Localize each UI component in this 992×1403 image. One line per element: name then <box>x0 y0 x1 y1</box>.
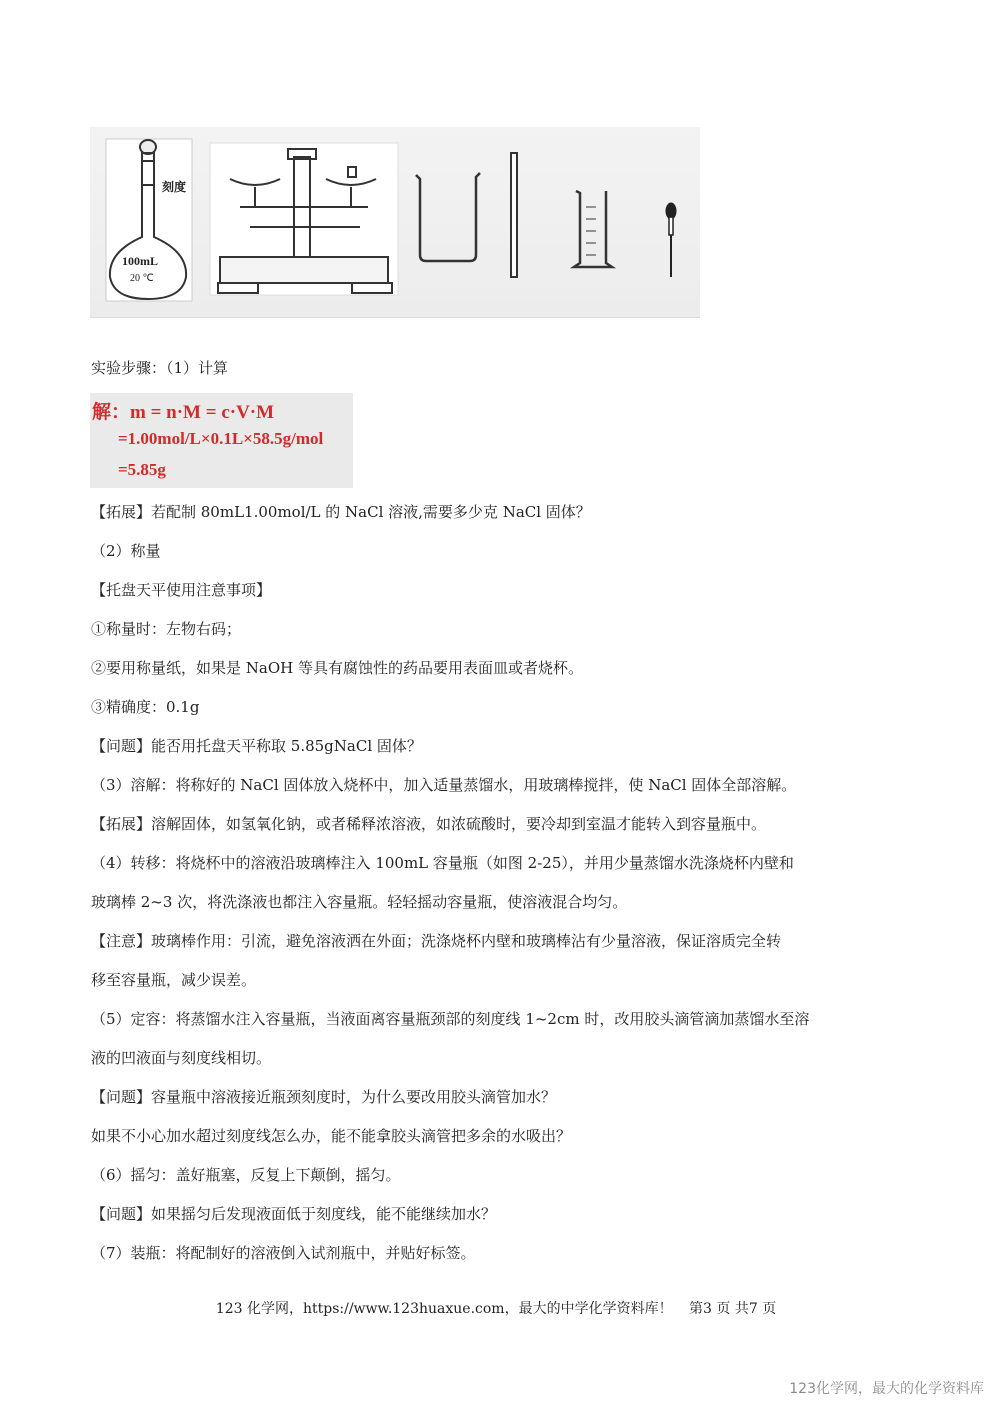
step-4-transfer: （4）转移：将烧杯中的溶液沿玻璃棒注入 100mL 容量瓶（如图 2-25），并用少量蒸馏水洗涤烧杯内壁和 <box>91 854 794 872</box>
flask-graduation-label: 刻度 <box>162 180 187 194</box>
watermark-text: 123化学网，最大的化学资料库 <box>789 1381 984 1397</box>
footer-page-number: 第3 页 共7 页 <box>689 1301 777 1317</box>
flask-volume-label: 100mL <box>122 254 158 268</box>
question-3: 【问题】如果摇匀后发现液面低于刻度线，能不能继续加水？ <box>91 1205 497 1223</box>
step-7-bottling: （7）装瓶：将配制好的溶液倒入试剂瓶中，并贴好标签。 <box>91 1244 476 1262</box>
tray-balance <box>210 143 398 295</box>
formula-line-2: =1.00mol/L×0.1L×58.5g/mol <box>118 429 324 448</box>
balance-note-2: ②要用称量纸，如果是 NaOH 等具有腐蚀性的药品要用表面皿或者烧杯。 <box>91 659 583 677</box>
question-2-cont: 如果不小心加水超过刻度线怎么办，能不能拿胶头滴管把多余的水吸出？ <box>91 1127 572 1145</box>
lab-equipment-figure <box>90 127 700 318</box>
calculation-formula-box <box>90 393 353 488</box>
step-6-shake: （6）摇匀：盖好瓶塞，反复上下颠倒，摇匀。 <box>91 1166 401 1184</box>
footer-site-text: 123 化学网，https://www.123huaxue.com，最大的中学化学资料库！ <box>215 1301 673 1317</box>
question-1: 【问题】能否用托盘天平称取 5.85gNaCl 固体？ <box>91 737 422 755</box>
note-glass-rod-cont: 移至容量瓶，减少误差。 <box>91 971 257 989</box>
graduated-cylinder <box>574 191 612 267</box>
step-2-weighing: （2）称量 <box>91 542 161 560</box>
step-5-constant-volume: （5）定容：将蒸馏水注入容量瓶，当液面离容量瓶颈部的刻度线 1~2cm 时，改用胶头滴管滴加蒸馏水至溶 <box>91 1010 810 1028</box>
balance-note-3: ③精确度：0.1g <box>91 698 200 716</box>
extension-2: 【拓展】溶解固体，如氢氧化钠，或者稀释浓溶液，如浓硫酸时，要冷却到室温才能转入到容量瓶中。 <box>91 815 767 833</box>
steps-heading: 实验步骤：（1）计算 <box>91 359 229 377</box>
formula-line-3: =5.85g <box>118 460 166 479</box>
step-3-dissolve: （3）溶解：将称好的 NaCl 固体放入烧杯中，加入适量蒸馏水，用玻璃棒搅拌，使 NaCl 固体全部溶解。 <box>91 776 797 794</box>
extension-question-1: 【拓展】若配制 80mL1.00mol/L 的 NaCl 溶液,需要多少克 NaCl 固体？ <box>91 503 591 521</box>
note-glass-rod: 【注意】玻璃棒作用：引流，避免溶液洒在外面；洗涤烧杯内壁和玻璃棒沾有少量溶液，保证溶质完全转 <box>91 932 782 950</box>
equipment-illustration <box>90 127 700 317</box>
glass-rod <box>511 153 517 277</box>
beaker <box>416 173 480 261</box>
step-4-transfer-cont: 玻璃棒 2~3 次，将洗涤液也都注入容量瓶。轻轻摇动容量瓶，使溶液混合均匀。 <box>91 893 628 911</box>
formula-line-1: 解：m = n·M = c·V·M <box>92 402 275 423</box>
step-5-constant-volume-cont: 液的凹液面与刻度线相切。 <box>91 1049 272 1067</box>
question-2: 【问题】容量瓶中溶液接近瓶颈刻度时，为什么要改用胶头滴管加水？ <box>91 1088 557 1106</box>
flask-temperature-label: 20 ℃ <box>130 273 154 284</box>
page-footer <box>0 1299 992 1319</box>
dropper <box>666 203 676 277</box>
balance-notes-heading: 【托盘天平使用注意事项】 <box>91 581 272 599</box>
balance-note-1: ①称量时：左物右码； <box>91 620 242 638</box>
